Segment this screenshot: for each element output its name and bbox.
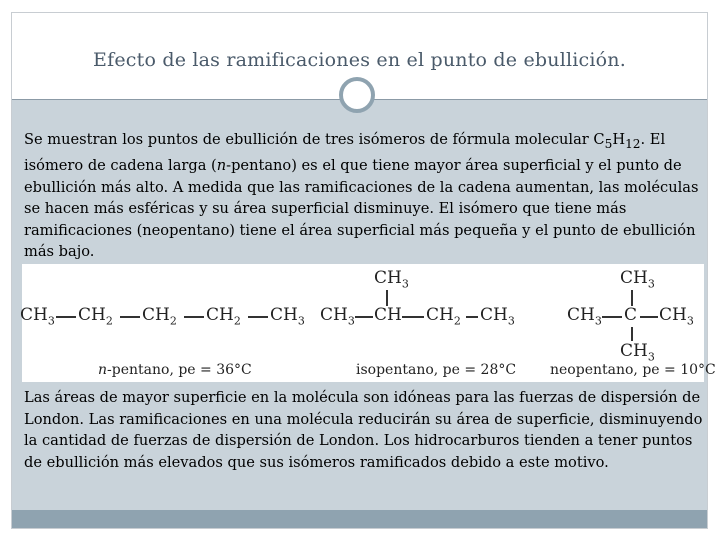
isopentane-caption: isopentano, pe = 28°C	[356, 362, 517, 378]
neopentane-left: $CH_3$	[567, 305, 602, 328]
bond	[602, 316, 622, 318]
isopentane-group-1: $CH_3$	[320, 305, 355, 328]
bond	[184, 316, 204, 318]
npentane-group-2: $CH_2$	[78, 305, 113, 328]
footer-bar	[12, 510, 707, 528]
bond	[355, 316, 373, 318]
neopentane-right: $CH_3$	[659, 305, 694, 328]
bond	[466, 316, 478, 318]
bond	[640, 316, 658, 318]
npentane-group-1: $CH_3$	[20, 305, 55, 328]
neopentane-caption: neopentano, pe = 10°C	[550, 362, 716, 378]
neopentane-top: $CH_3$	[620, 268, 655, 291]
npentane-caption: n-pentano, pe = 36°C	[98, 362, 252, 378]
bond	[56, 316, 76, 318]
neopentane-bottom: $CH_3$	[620, 341, 655, 364]
isopentane-branch: $CH_3$	[374, 268, 409, 291]
bond	[386, 290, 388, 306]
bond	[631, 327, 633, 341]
npentane-group-3: $CH_2$	[142, 305, 177, 328]
isopentane-group-2: CH	[374, 305, 402, 325]
slide-title: Efecto de las ramificaciones en el punto de ebullición.	[93, 49, 626, 71]
divider-ring-icon	[339, 77, 375, 113]
bond	[402, 316, 424, 318]
npentane-group-5: $CH_3$	[270, 305, 305, 328]
paragraph-2: Las áreas de mayor superficie en la molécula son idóneas para las fuerzas de dispersión de London. Las ramificaciones en una molécula reducirán su área de superficie, disminuyendo la cantidad de fuerzas de dispersión de London. Los hidrocarburos tienden a tener puntos de ebullición más elevados que sus isómeros ramificados debido a este motivo.	[24, 389, 703, 471]
bond	[120, 316, 140, 318]
neopentane-center: C	[624, 305, 638, 325]
bond	[248, 316, 268, 318]
bond	[631, 290, 633, 306]
npentane-group-4: $CH_2$	[206, 305, 241, 328]
isomers-figure	[20, 264, 716, 382]
paragraph-1: Se muestran los puntos de ebullición de tres isómeros de fórmula molecular $C_5H_{12}$. El isómero de cadena larga (n-pentano) es el que tiene mayor área superficial y el punto de ebullición más alto. A medida que las ramificaciones de la cadena aumentan, las moléculas se hacen más esféricas y su área superficial disminuye. El isómero que tiene más ramificaciones (neopentano) tiene el área superficial más pequeña y el punto de ebullición más bajo.	[24, 131, 699, 261]
slide-frame	[11, 12, 716, 529]
isopentane-group-3: $CH_2$	[426, 305, 461, 328]
isopentane-group-4: $CH_3$	[480, 305, 515, 328]
